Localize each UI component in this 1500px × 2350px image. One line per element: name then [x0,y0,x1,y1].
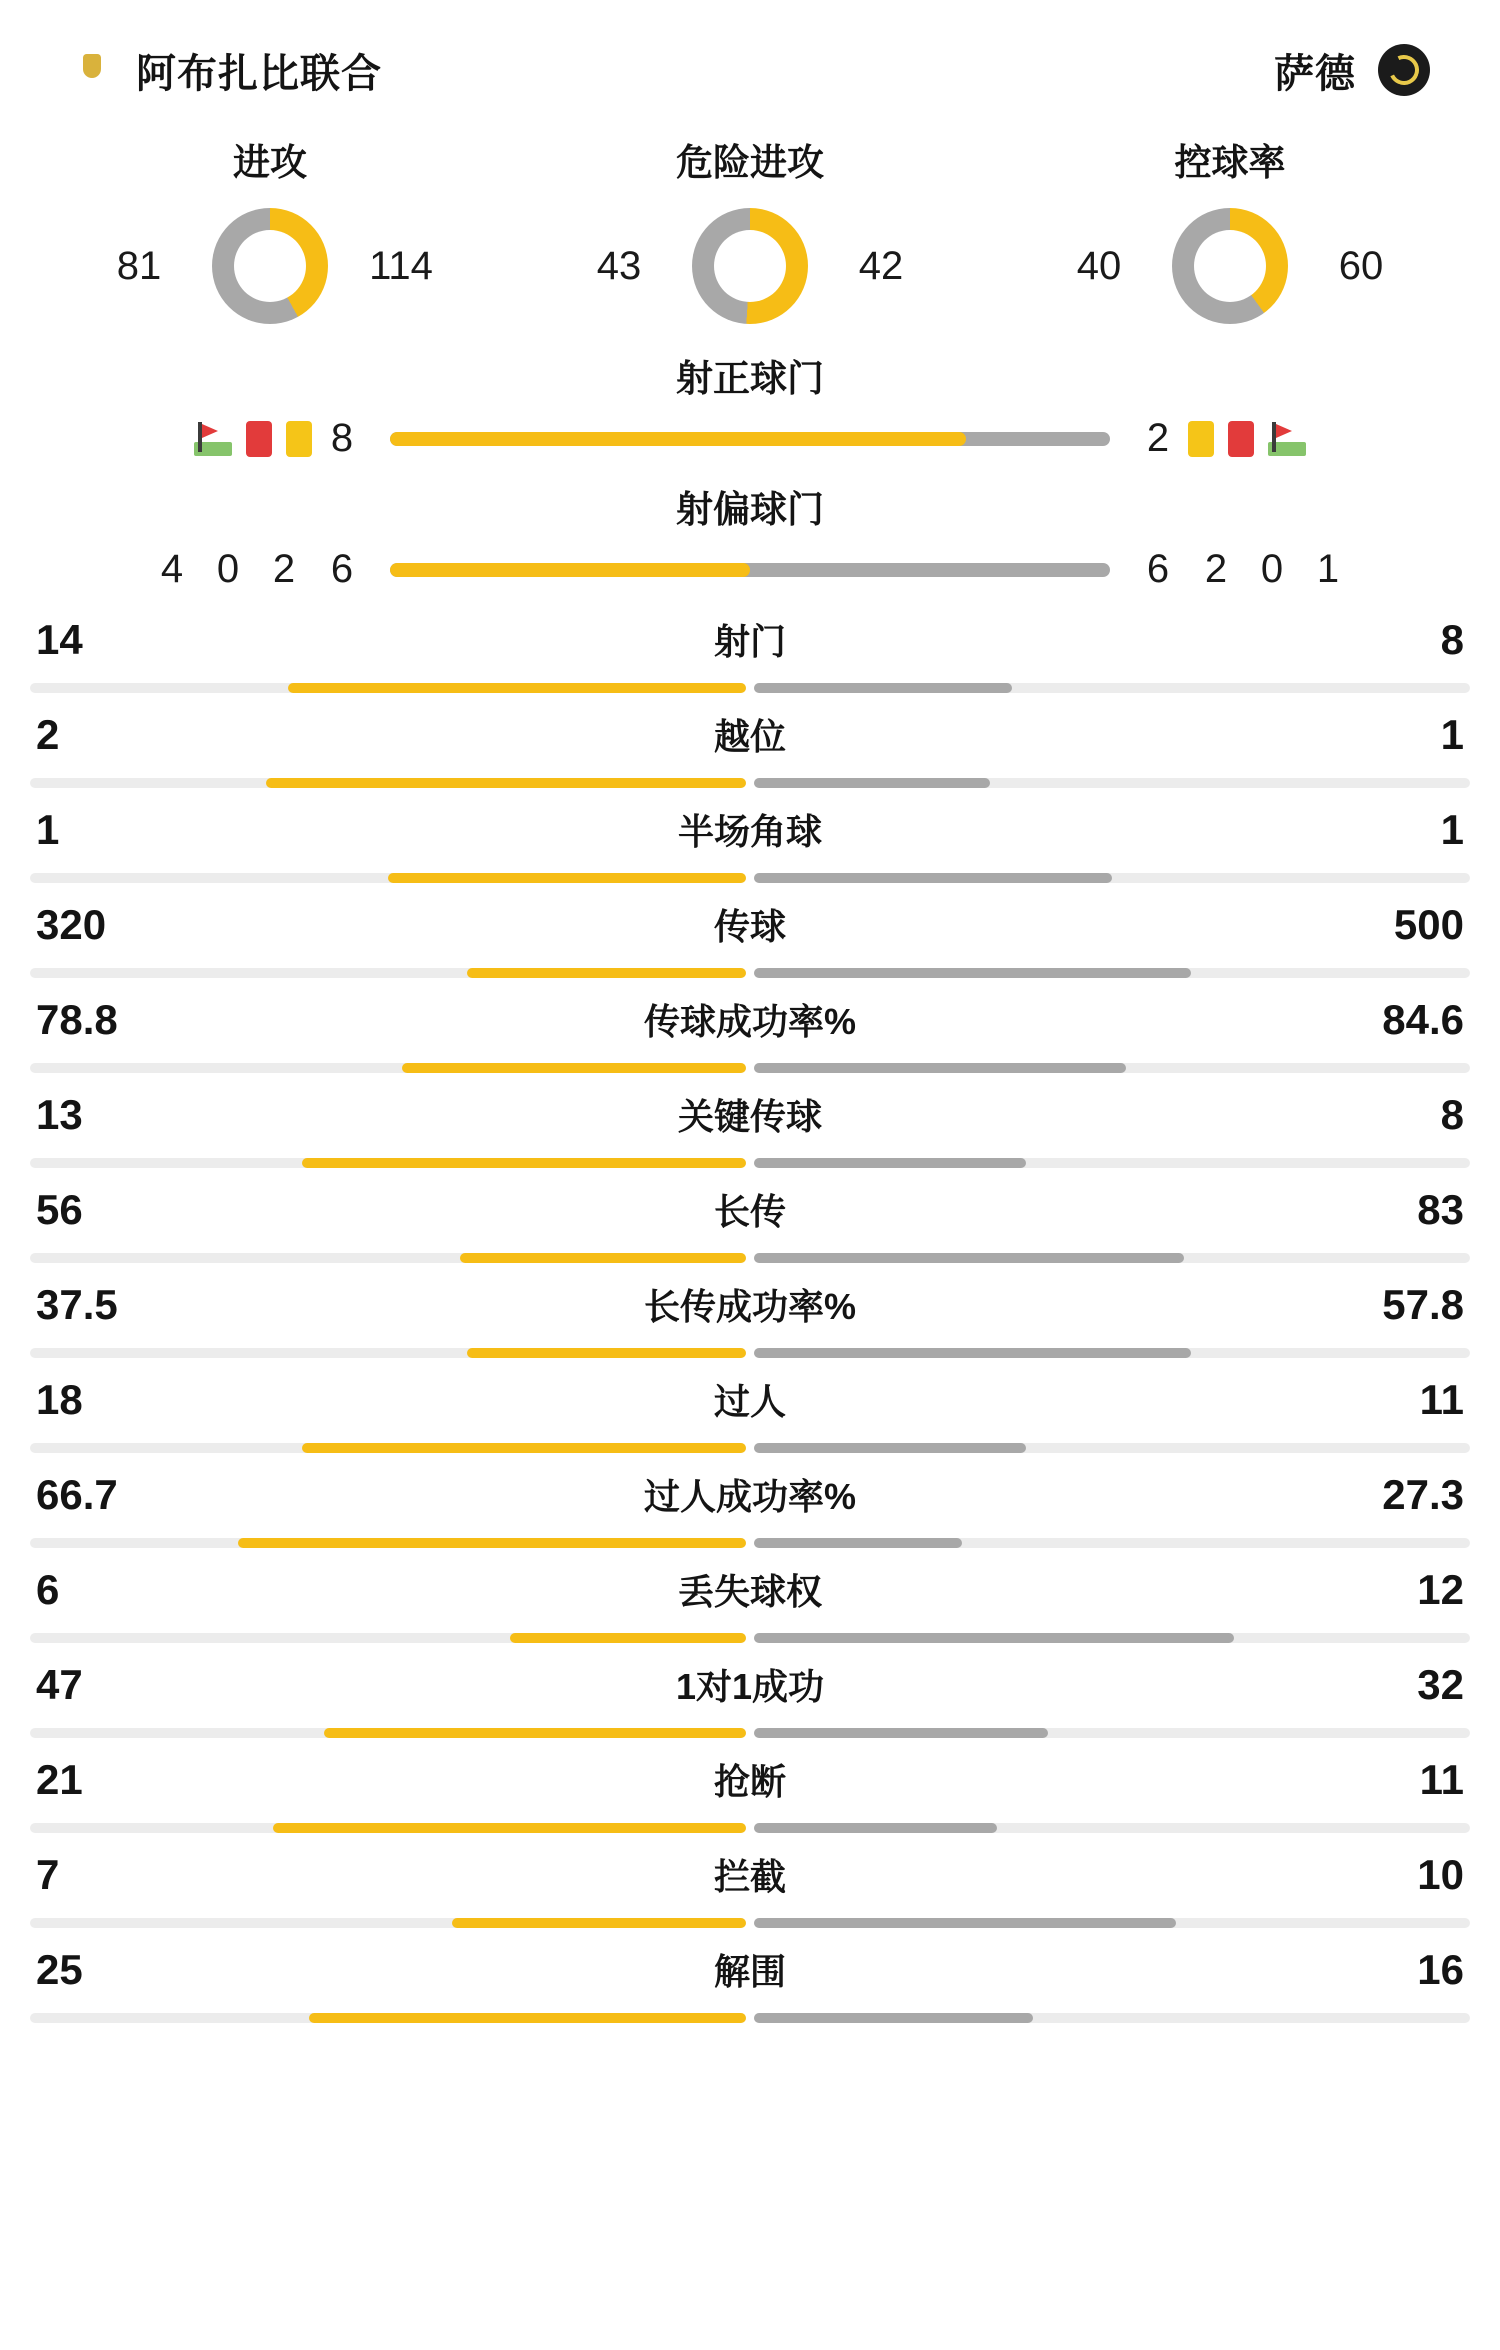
donut-away-value: 114 [369,243,433,288]
donut-block-possession [1015,132,1445,324]
donut-stats-section [0,120,1500,330]
donut-block-dangerous-attacks [535,132,965,324]
stat-row [30,703,1470,798]
stat-label: 长传成功率% [643,1286,856,1327]
stat-home-bar [30,1823,746,1833]
stat-away-value: 8 [1440,1091,1464,1138]
stat-home-value: 2 [36,711,60,758]
stat-away-value: 32 [1417,1661,1464,1708]
stat-home-value: 18 [36,1376,83,1423]
stat-away-bar [754,1823,1470,1833]
donut-home-value: 43 [596,243,642,288]
away-team-name: 萨德 [1274,51,1356,96]
stat-row [30,1368,1470,1463]
stat-home-bar [30,1348,746,1358]
stat-away-value: 16 [1417,1946,1464,1993]
stat-away-value: 10 [1417,1851,1464,1898]
stat-home-bar [30,1918,746,1928]
stat-away-bar [754,873,1470,883]
stat-row [30,1653,1470,1748]
teams-header [0,0,1500,120]
shield-crest-icon [70,44,114,96]
stat-away-value: 57.8 [1382,1281,1464,1328]
donut-block-attacks [55,132,485,324]
stat-label: 抢断 [713,1761,786,1802]
stat-home-value: 1 [36,806,60,853]
stat-home-bar [30,778,746,788]
stat-row [30,1938,1470,2033]
stat-away-bar [754,1538,1470,1548]
stat-away-bar [754,1918,1470,1928]
red-card-icon [246,421,272,457]
donut-label: 进攻 [233,142,307,183]
away-icon-group [1188,421,1306,457]
stat-home-value: 13 [36,1091,83,1138]
stat-home-value: 14 [36,616,83,663]
home-mini-numbers [144,547,312,592]
stat-home-bar [30,1538,746,1548]
home-red-card-count: 0 [216,547,240,591]
stat-home-value: 37.5 [36,1281,118,1328]
away-team [1274,42,1430,99]
donut-label: 控球率 [1174,142,1286,183]
corner-flag-icon [1268,422,1306,456]
stat-home-bar [30,873,746,883]
circular-crest-icon [1378,44,1430,96]
stat-home-value: 66.7 [36,1471,118,1518]
stat-label: 半场角球 [677,811,822,852]
stat-home-value: 21 [36,1756,83,1803]
stat-rows-section [0,598,1500,2053]
away-yellow-card-count: 2 [1204,547,1228,591]
stat-home-value: 7 [36,1851,60,1898]
stat-away-value: 12 [1417,1566,1464,1613]
stat-home-value: 6 [36,1566,60,1613]
away-corner-count: 1 [1316,547,1340,591]
stat-away-bar [754,1633,1470,1643]
stat-away-bar [754,1728,1470,1738]
stat-label: 传球成功率% [643,1001,856,1042]
stat-away-value: 500 [1393,901,1464,948]
stat-home-bar [30,1158,746,1168]
stat-label: 射门 [713,621,786,662]
donut-home-value: 40 [1076,243,1122,288]
home-icon-group [194,421,312,457]
donut-chart-possession [1172,208,1288,324]
stat-away-bar [754,2013,1470,2023]
stat-away-value: 11 [1419,1756,1464,1803]
stat-home-bar [30,1728,746,1738]
shots-on-target-bar [390,432,1110,446]
stat-row [30,1843,1470,1938]
shots-section [0,330,1500,598]
stat-away-value: 1 [1440,711,1464,758]
stat-row [30,1463,1470,1558]
stat-away-value: 11 [1419,1376,1464,1423]
stat-label: 传球 [713,906,786,947]
donut-label: 危险进攻 [676,142,824,183]
stat-row [30,1178,1470,1273]
stat-home-bar [30,968,746,978]
donut-home-value: 81 [116,243,162,288]
stat-label: 越位 [713,716,786,757]
stat-label: 1对1成功 [675,1666,825,1707]
shots-on-target-home: 8 [330,416,354,460]
stat-away-bar [754,968,1470,978]
stat-away-bar [754,683,1470,693]
stat-home-value: 320 [36,901,107,948]
stat-home-bar [30,1633,746,1643]
donut-away-value: 60 [1338,243,1384,288]
stat-label: 过人 [713,1381,786,1422]
stat-away-value: 8 [1440,616,1464,663]
stat-home-value: 47 [36,1661,83,1708]
donut-chart-attacks [212,208,328,324]
shots-on-target-label: 射正球门 [676,358,824,399]
stat-away-bar [754,1158,1470,1168]
stat-home-value: 78.8 [36,996,118,1043]
yellow-card-icon [1188,421,1214,457]
stat-away-value: 84.6 [1382,996,1464,1043]
stat-label: 过人成功率% [643,1476,856,1517]
stat-away-bar [754,778,1470,788]
stat-away-value: 1 [1440,806,1464,853]
shots-off-target-label: 射偏球门 [676,489,824,530]
home-corner-count: 4 [160,547,184,591]
stat-home-bar [30,1063,746,1073]
stat-label: 拦截 [713,1856,786,1897]
stat-home-bar [30,1443,746,1453]
stat-label: 解围 [713,1951,786,1992]
stat-home-value: 25 [36,1946,83,1993]
stat-row [30,1273,1470,1368]
shots-on-target-row [0,416,1500,461]
shots-off-target-home: 6 [330,547,354,591]
yellow-card-icon [286,421,312,457]
shots-on-target-away: 2 [1146,416,1170,460]
stat-label: 丢失球权 [677,1571,822,1612]
stat-away-bar [754,1443,1470,1453]
stat-label: 长传 [713,1191,786,1232]
stat-row [30,798,1470,893]
stat-home-bar [30,2013,746,2023]
red-card-icon [1228,421,1254,457]
stat-row [30,1748,1470,1843]
shots-off-target-away: 6 [1146,547,1170,591]
away-red-card-count: 0 [1260,547,1284,591]
donut-chart-dangerous-attacks [692,208,808,324]
stat-row [30,988,1470,1083]
home-yellow-card-count: 2 [272,547,296,591]
home-team [70,42,382,99]
stat-away-bar [754,1063,1470,1073]
stat-label: 关键传球 [677,1096,822,1137]
away-mini-numbers [1188,547,1356,592]
shots-off-target-row [0,547,1500,592]
stat-away-bar [754,1253,1470,1263]
stat-away-value: 83 [1417,1186,1464,1233]
stat-home-bar [30,1253,746,1263]
stat-row [30,1083,1470,1178]
shots-off-target-bar [390,563,1110,577]
stat-row [30,893,1470,988]
stat-away-value: 27.3 [1382,1471,1464,1518]
donut-away-value: 42 [858,243,904,288]
stat-home-value: 56 [36,1186,83,1233]
stat-row [30,1558,1470,1653]
home-team-name: 阿布扎比联合 [136,51,382,96]
stat-home-bar [30,683,746,693]
stat-away-bar [754,1348,1470,1358]
stat-row [30,608,1470,703]
corner-flag-icon [194,422,232,456]
